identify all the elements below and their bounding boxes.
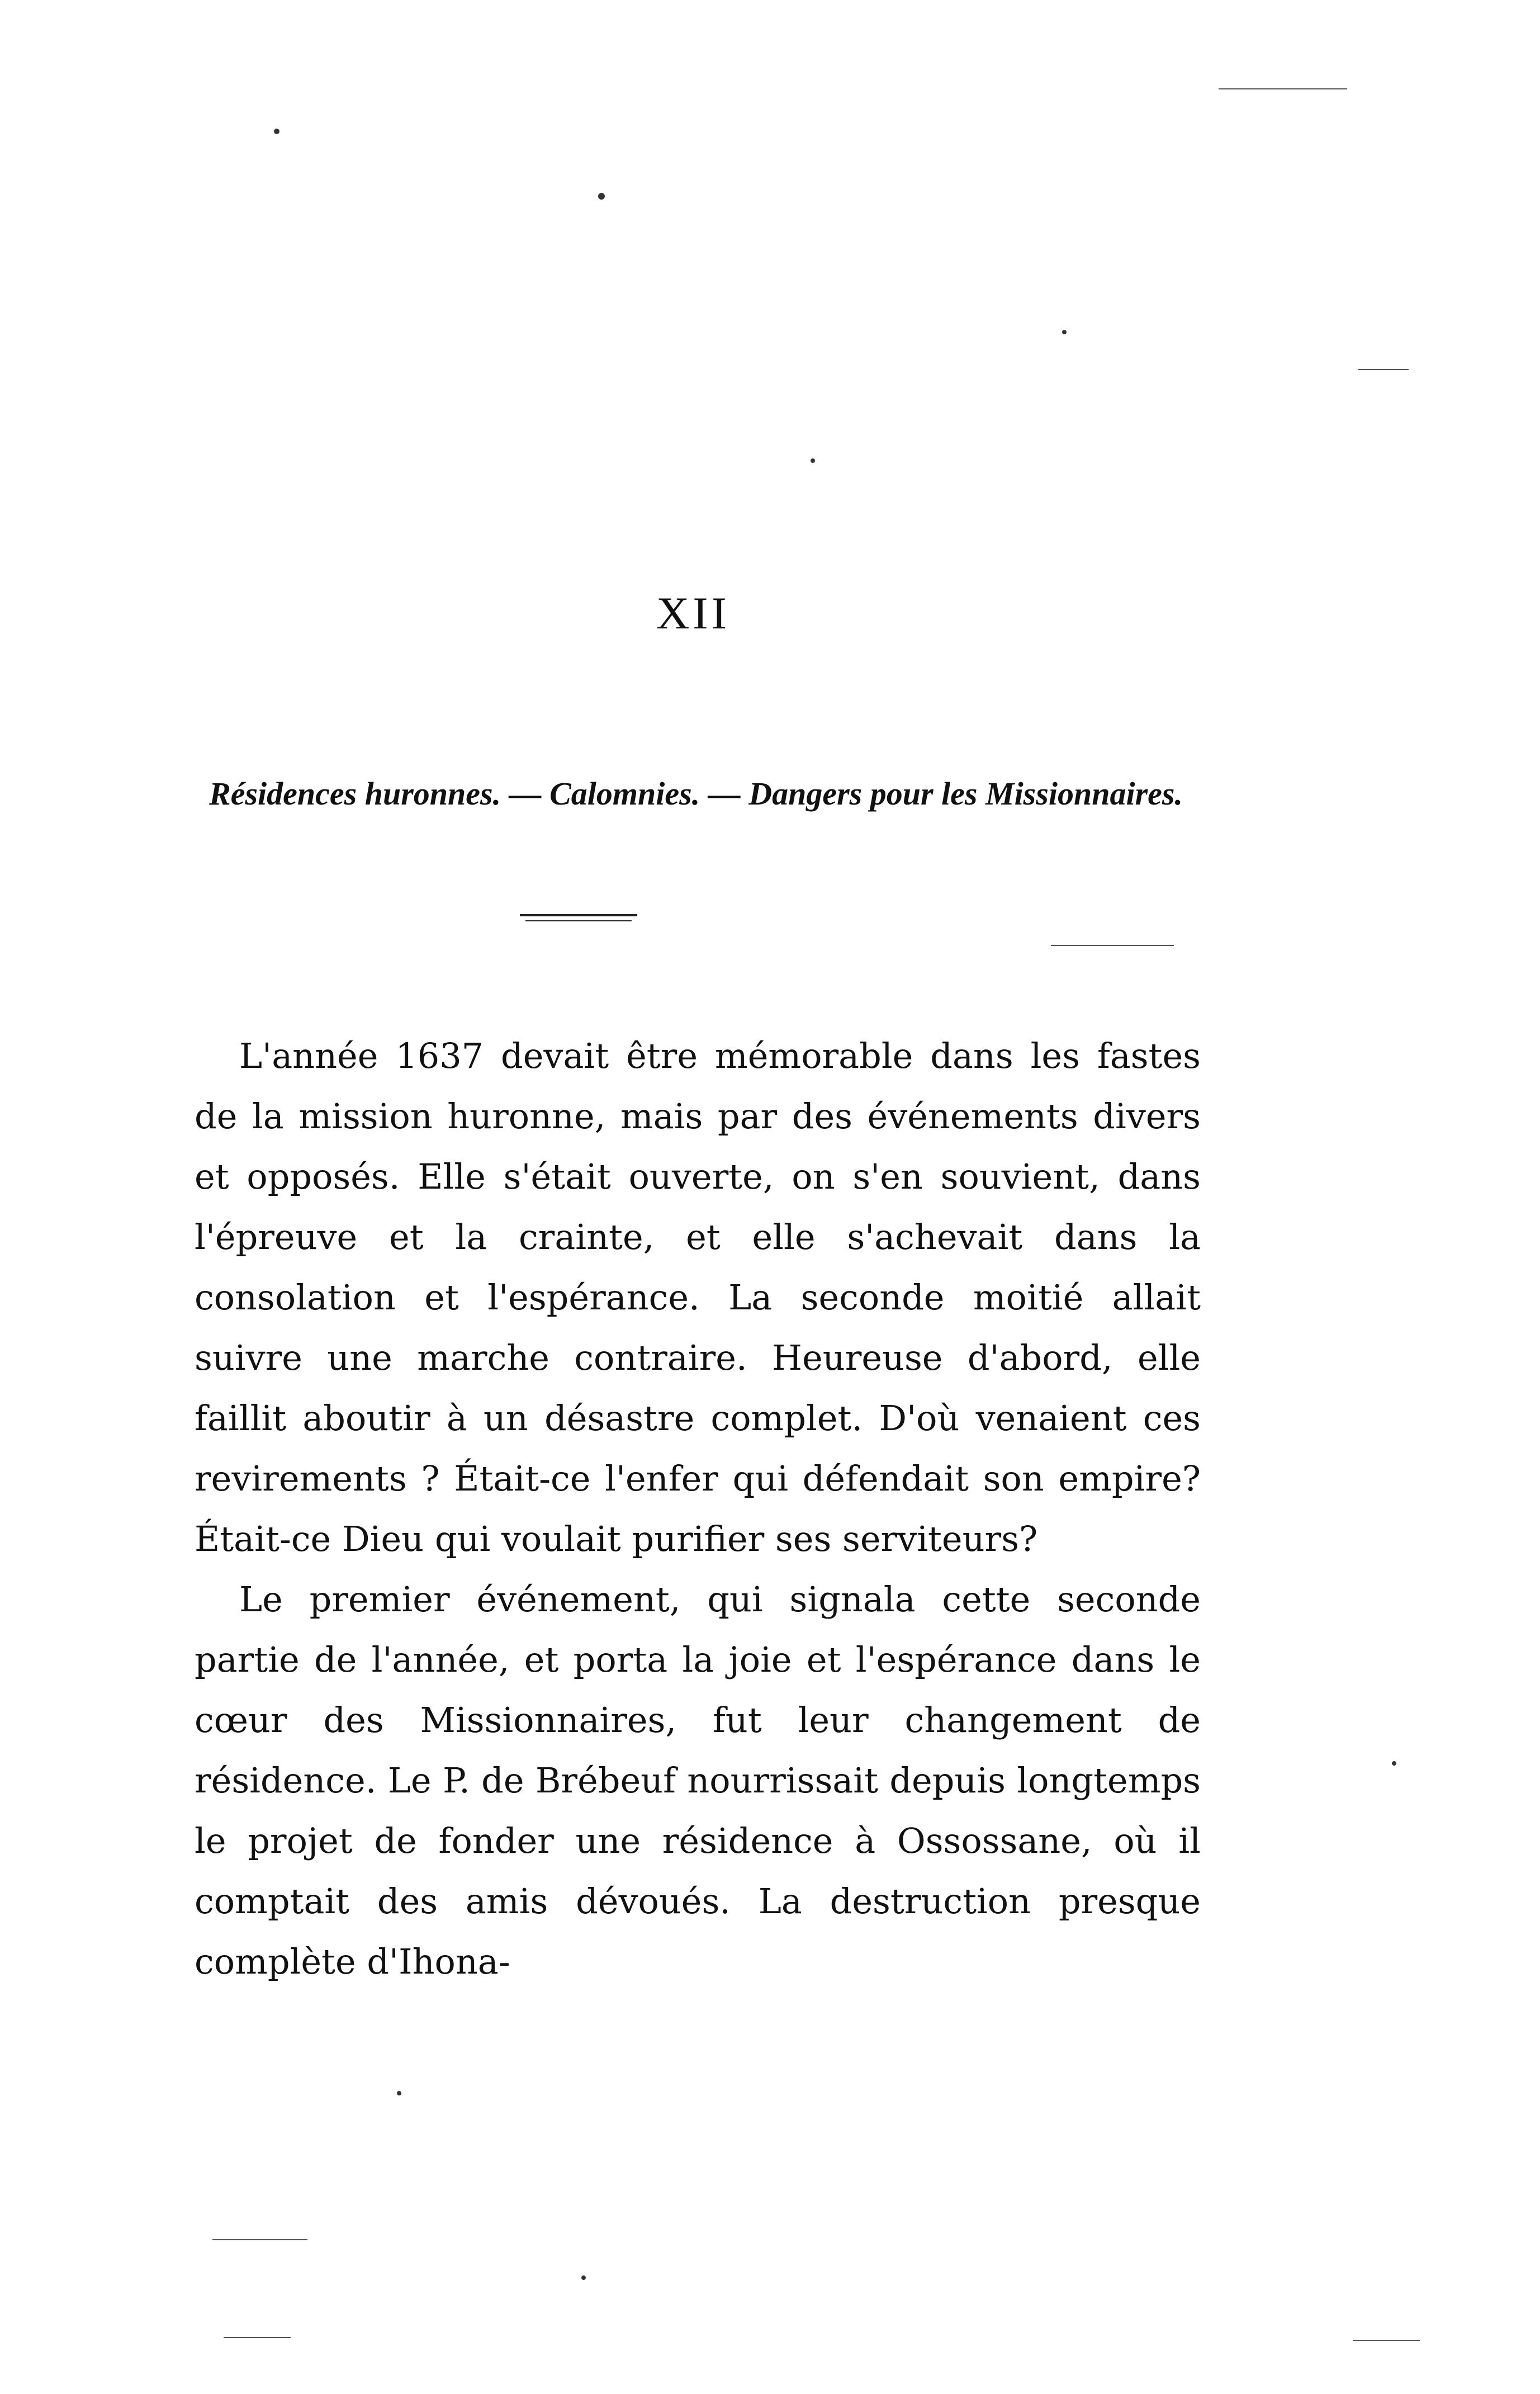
scan-speck: [1392, 1761, 1396, 1766]
scan-speck: [598, 193, 605, 200]
scan-speck: [1062, 330, 1067, 334]
scan-mark: [212, 2239, 307, 2240]
scan-mark: [224, 2337, 291, 2338]
scan-mark: [1219, 88, 1347, 89]
chapter-number: XII: [656, 588, 730, 638]
scan-speck: [581, 2275, 586, 2280]
chapter-title: Résidences huronnes. — Calomnies. — Dangers pour les Missionnaires.: [209, 775, 1183, 812]
scan-mark: [1353, 2340, 1420, 2341]
paragraph: L'année 1637 devait être mémorable dans les fastes de la mission huronne, mais par des événements divers et opposés. Elle s'était ouverte, on s'en souvient, dans l'épreuve et la crainte, et elle s'achevait dans la consolation et l'espérance. La seconde moitié allait suivre une marche contraire. Heureuse d'abord, elle faillit aboutir à un désastre complet. D'où venaient ces revirements ? Était-ce l'enfer qui défendait son empire? Était-ce Dieu qui voulait purifier ses serviteurs?: [195, 1035, 1201, 1559]
scan-speck: [397, 2091, 401, 2095]
scan-speck: [811, 458, 815, 463]
scan-mark: [1051, 945, 1174, 946]
title-separator-rule: [520, 914, 637, 916]
title-separator-rule: [525, 920, 632, 921]
scan-mark: [1358, 369, 1409, 370]
paragraph: Le premier événement, qui signala cette seconde partie de l'année, et porta la joie et l'espérance dans le cœur des Missionnaires, fut leur changement de résidence. Le P. de Brébeuf nourrissait depuis longtemps le projet de fonder une résidence à Ossossane, où il comptait des amis dévoués. La destruction presque complète d'Ihona-: [195, 1579, 1201, 1982]
scan-speck: [274, 129, 279, 134]
chapter-body: [195, 1026, 1201, 1992]
